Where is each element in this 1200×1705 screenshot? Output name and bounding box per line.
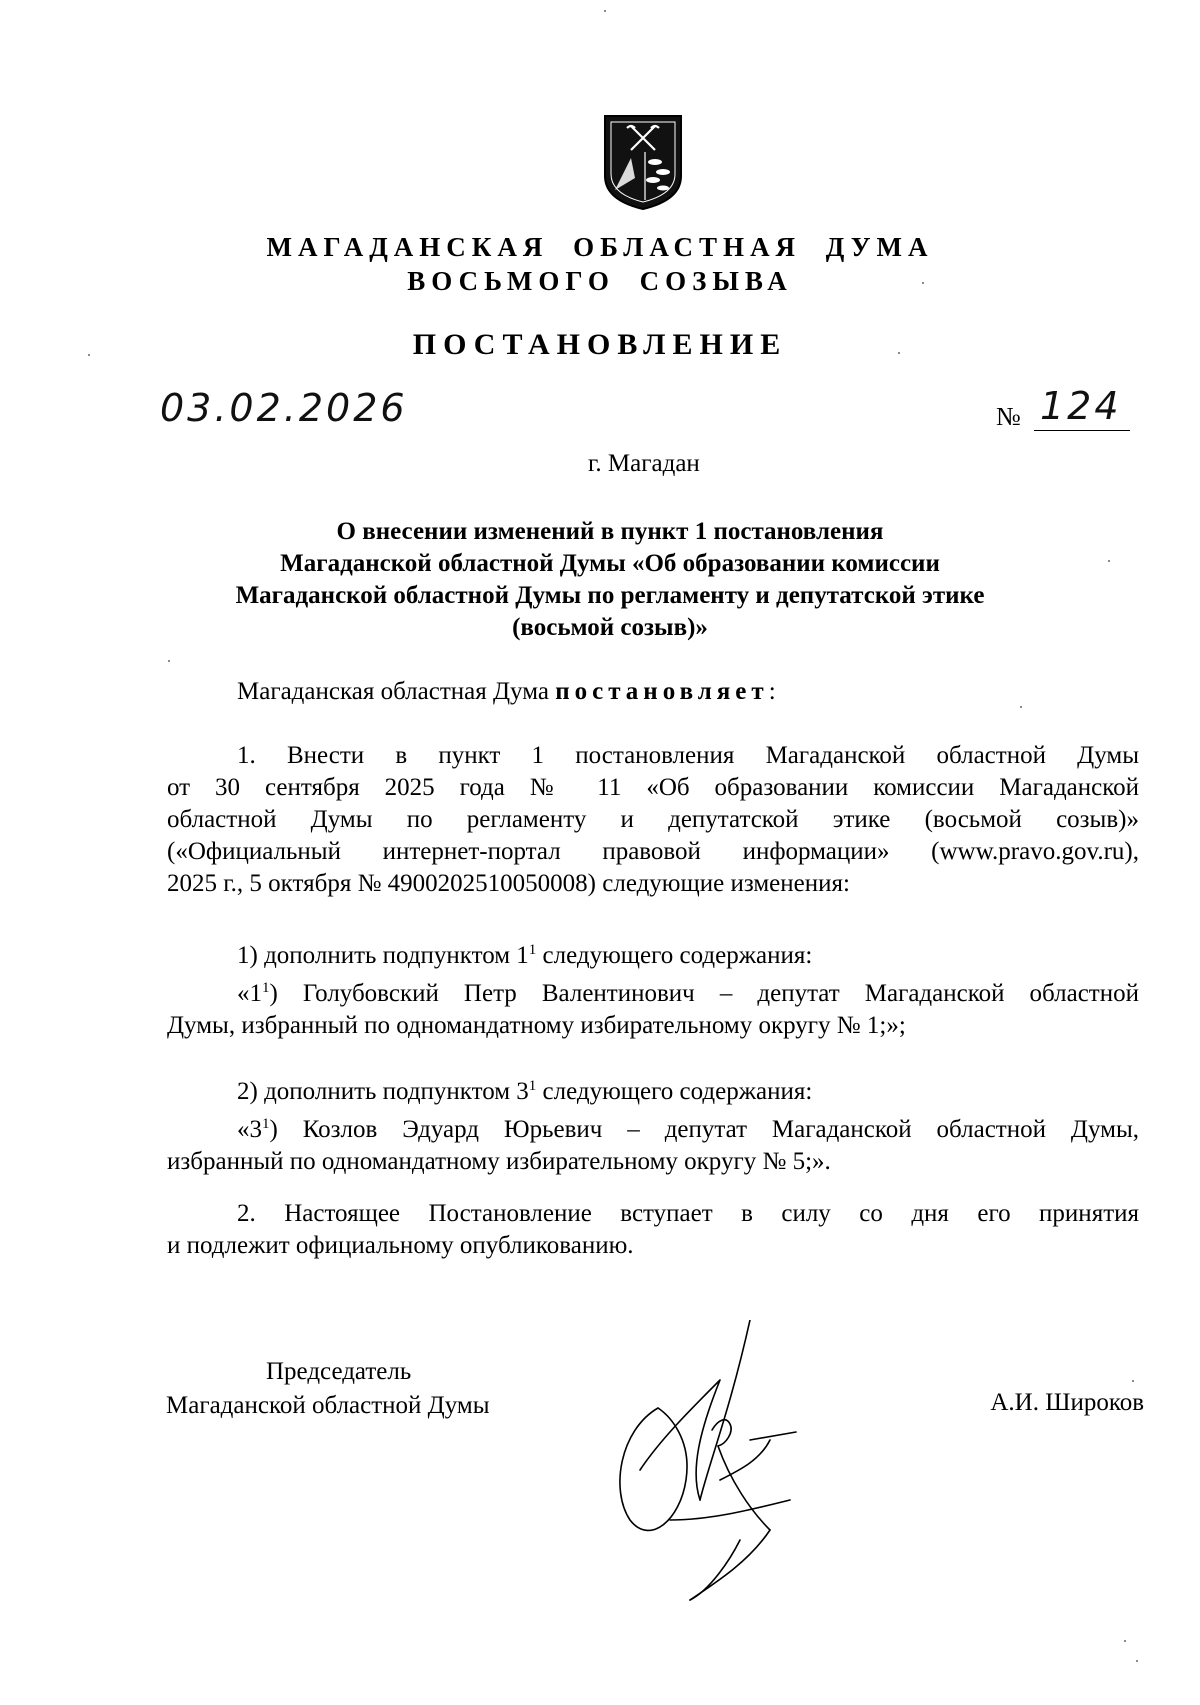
paragraph-2: [167, 1198, 1139, 1262]
paragraph-line: 2025 г., 5 октября № 4900202510050008) следующие изменения:: [167, 870, 850, 897]
number-underline: [1034, 430, 1130, 431]
sub-head: 2) дополнить подпунктом 3: [237, 1078, 529, 1105]
sub-quote: «3: [237, 1116, 262, 1143]
position-line: Магаданской областной Думы: [166, 1392, 490, 1419]
org-name: МАГАДАНСКАЯ ОБЛАСТНАЯ ДУМА: [266, 232, 934, 262]
position-line: Председатель: [266, 1358, 412, 1385]
number-sign: №: [996, 402, 1021, 431]
scan-speck: [1108, 560, 1110, 562]
superscript: 1: [528, 1078, 537, 1094]
superscript: 1: [262, 1116, 270, 1132]
title-line: О внесении изменений в пункт 1 постановления: [336, 518, 884, 545]
superscript: 1: [528, 942, 537, 958]
title-line: (восьмой созыв)»: [512, 614, 708, 641]
sub-head-end: следующего содержания:: [536, 1078, 813, 1105]
scan-speck: [898, 352, 900, 354]
org-convocation: ВОСЬМОГО СОЗЫВА: [407, 266, 793, 296]
scan-speck: [1136, 1660, 1138, 1662]
scan-speck: [1124, 1640, 1126, 1642]
coat-of-arms-icon: [601, 112, 685, 212]
scan-speck: [88, 354, 90, 356]
signatory-position: [166, 1355, 490, 1423]
document-type: ПОСТАНОВЛЕНИЕ: [412, 328, 788, 361]
sub-quote-end: Думы, избранный по одномандатному избирательному округу № 1;»;: [167, 1012, 906, 1039]
resolution-intro: [167, 676, 1139, 708]
sub-head: 1) дополнить подпунктом 1: [237, 942, 529, 969]
superscript: 1: [262, 980, 270, 996]
handwritten-signature: [600, 1320, 840, 1610]
city: г. Магадан: [588, 450, 700, 477]
subparagraph-2: [167, 1070, 1139, 1178]
scan-speck: [922, 282, 924, 284]
sub-head-end: следующего содержания:: [536, 942, 813, 969]
subparagraph-1: [167, 934, 1139, 1042]
paragraph-line: областной Думы по регламенту и депутатской этике (восьмой созыв)»: [167, 806, 1139, 833]
title-line: Магаданской областной Думы по регламенту и депутатской этике: [235, 582, 985, 609]
signatory-name: А.И. Широков: [990, 1389, 1144, 1416]
intro-emphasis: постановляет: [555, 678, 769, 705]
document-date: 03.02.2026: [160, 386, 408, 430]
scan-speck: [604, 10, 606, 12]
paragraph-line: от 30 сентября 2025 года № 11 «Об образовании комиссии Магаданской: [167, 774, 1139, 801]
sub-quote-end: избранный по одномандатному избирательному округу № 5;».: [167, 1148, 831, 1175]
paragraph-1: [167, 740, 1139, 900]
scan-speck: [1020, 706, 1022, 708]
document-number: 124: [1040, 384, 1122, 428]
title-line: Магаданской областной Думы «Об образовании комиссии: [280, 550, 940, 577]
intro-text: Магаданская областная Дума: [237, 678, 556, 705]
scan-speck: [1132, 1380, 1134, 1382]
scan-speck: [168, 660, 170, 662]
paragraph-line: («Официальный интернет-портал правовой информации» (www.pravo.gov.ru),: [167, 838, 1139, 865]
intro-end: :: [768, 678, 776, 705]
paragraph-line: 2. Настоящее Постановление вступает в силу со дня его принятия: [237, 1200, 1139, 1227]
sub-quote: «1: [237, 980, 262, 1007]
document-title: [170, 516, 1050, 644]
paragraph-line: 1. Внести в пункт 1 постановления Магаданской областной Думы: [237, 742, 1139, 769]
sub-quote-text: ) Козлов Эдуард Юрьевич – депутат Магаданской областной Думы,: [269, 1116, 1139, 1143]
paragraph-line: и подлежит официальному опубликованию.: [167, 1232, 634, 1259]
sub-quote-text: ) Голубовский Петр Валентинович – депутат Магаданской областной: [269, 980, 1139, 1007]
